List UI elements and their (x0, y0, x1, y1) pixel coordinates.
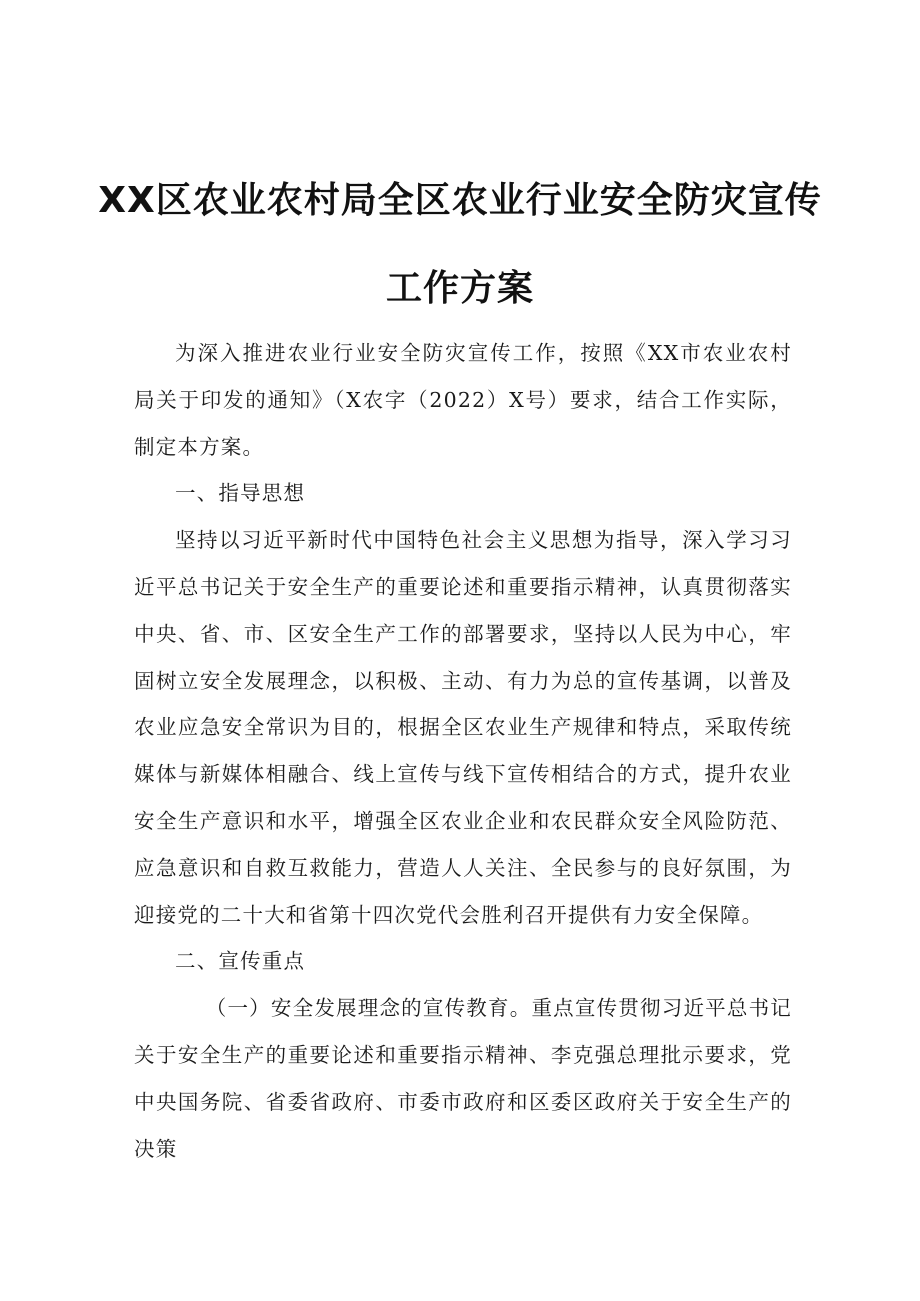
intro-paragraph: 为深入推进农业行业安全防灾宣传工作，按照《XX市农业农村局关于印发的通知》（X农字（2022）X号）要求，结合工作实际，制定本方案。 (134, 341, 792, 459)
document-body (134, 330, 792, 1172)
section-2-heading: 二、宣传重点 (175, 949, 306, 974)
document-title-line-2: 工作方案 (385, 268, 534, 309)
document-title-line-1: XX区农业农村局全区农业行业安全防灾宣传 (98, 180, 822, 221)
section-2-item-1-paragraph: （一）安全发展理念的宣传教育。重点宣传贯彻习近平总书记关于安全生产的重要论述和重要指示精神、李克强总理批示要求，党中央国务院、省委省政府、市委市政府和区委区政府关于安全生产的决策 (134, 996, 792, 1161)
section-1-heading: 一、指导思想 (175, 481, 306, 506)
section-1-paragraph: 坚持以习近平新时代中国特色社会主义思想为指导，深入学习习近平总书记关于安全生产的重要论述和重要指示精神，认真贯彻落实中央、省、市、区安全生产工作的部署要求，坚持以人民为中心，牢固树立安全发展理念，以积极、主动、有力为总的宣传基调，以普及农业应急安全常识为目的，根据全区农业生产规律和特点，采取传统媒体与新媒体相融合、线上宣传与线下宣传相结合的方式，提升农业安全生产意识和水平，增强全区农业企业和农民群众安全风险防范、应急意识和自救互救能力，营造人人关注、全民参与的良好氛围，为迎接党的二十大和省第十四次党代会胜利召开提供有力安全保障。 (134, 528, 792, 927)
